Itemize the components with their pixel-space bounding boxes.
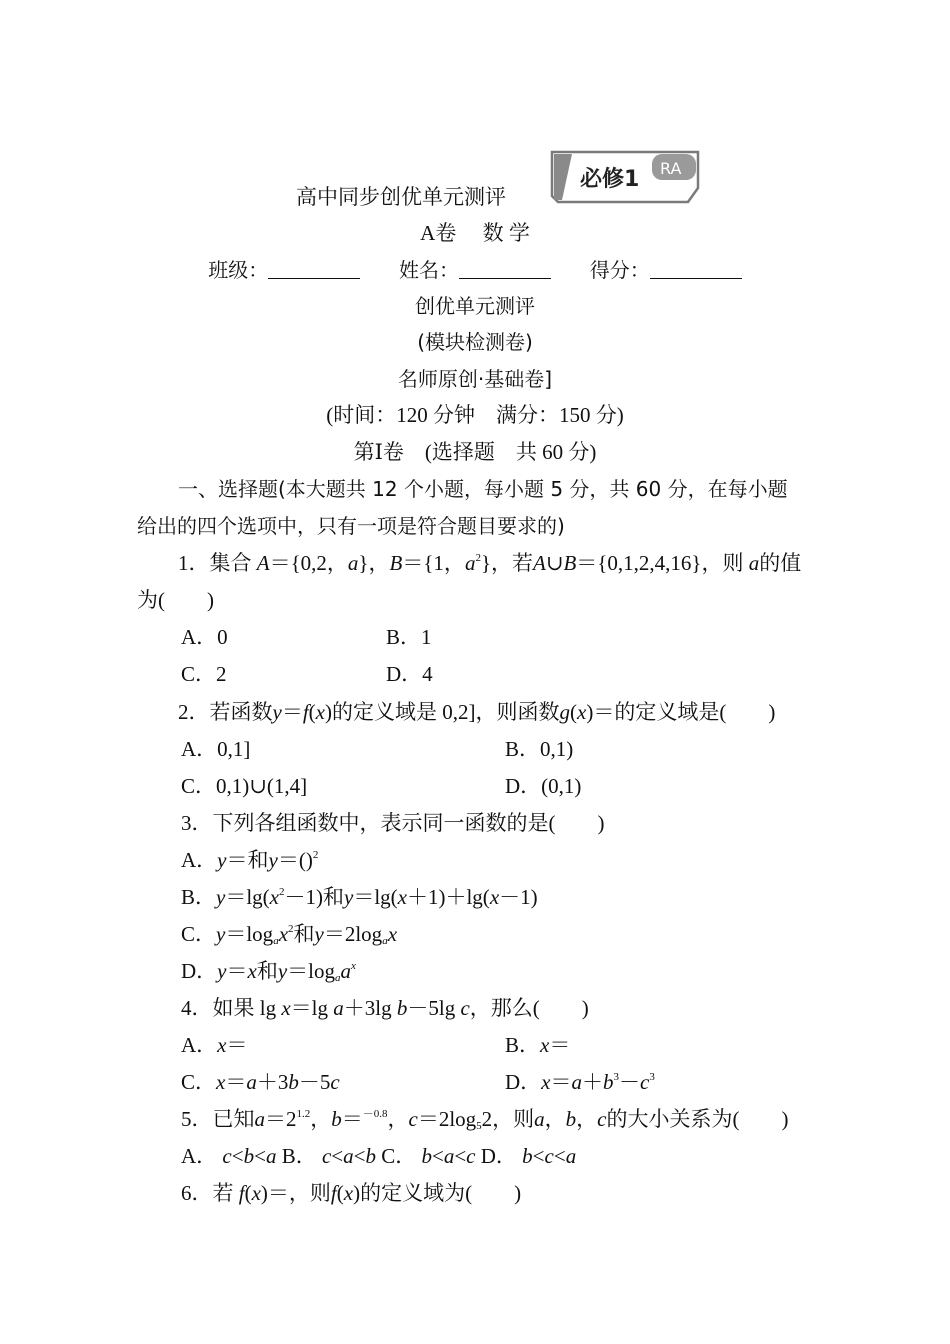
score-label: 得分：	[589, 258, 650, 282]
q2-stem: 2．若函数y＝f(x)的定义域是 0,2]，则函数g(x)＝的定义域是( )	[178, 700, 776, 724]
q2-option-d[interactable]: D．(0,1)	[505, 774, 582, 798]
q1-option-a[interactable]: A．0	[181, 625, 228, 649]
q4-option-d[interactable]: D．$x=a+b^3-c^3$	[505, 1070, 655, 1094]
part-one-title: 第Ⅰ卷 (选择题 共 60 分)	[353, 440, 597, 464]
q5-option-d[interactable]: D． b<c<a	[480, 1144, 577, 1168]
title-3: 名师原创·基础卷]	[397, 367, 553, 391]
q3-stem: 3．下列各组函数中，表示同一函数的是( )	[181, 811, 605, 835]
title-2: (模块检测卷)	[417, 330, 533, 354]
q1-stem-line2: 为( )	[137, 588, 214, 612]
paper-subject: A卷 数 学	[420, 221, 530, 245]
name-blank[interactable]	[459, 258, 551, 279]
q4-option-a[interactable]: A．x＝	[181, 1033, 248, 1057]
q1-stem: 1．集合 A＝{0,2，a}，B＝{1，$a^2$}，若A∪B＝{0,1,2,4,16}，则 a的值	[178, 551, 802, 575]
name-label: 姓名：	[399, 258, 459, 282]
q4-stem: 4．如果 lg x＝lg a＋3lg b－5lg c，那么( )	[181, 996, 589, 1020]
title-1: 创优单元测评	[415, 294, 535, 318]
q1-option-d[interactable]: D．4	[386, 662, 433, 686]
score-blank[interactable]	[650, 258, 742, 279]
module-badge	[548, 148, 706, 206]
q4-option-c[interactable]: C．x＝a＋3b－5c	[181, 1070, 340, 1094]
q1-option-b[interactable]: B．1	[386, 625, 432, 649]
student-info-row	[0, 255, 950, 285]
badge-tag-text: RA	[660, 159, 682, 178]
q5-option-b[interactable]: B． c<a<b	[281, 1144, 376, 1168]
q3-option-a[interactable]: A．y＝和y＝()$^2$	[181, 848, 319, 872]
q3-option-c[interactable]: C．$y=\log_ax^2$和$y=2\log_ax$	[181, 922, 398, 947]
q3-option-d[interactable]: D．y＝x和$y=\log_aa^x$	[181, 959, 356, 984]
q2-option-a[interactable]: A．0,1]	[181, 737, 251, 761]
q1-option-c[interactable]: C．2	[181, 662, 227, 686]
series-title: 高中同步创优单元测评	[296, 185, 506, 209]
q5-option-c[interactable]: C． b<a<c	[381, 1144, 476, 1168]
class-blank[interactable]	[268, 258, 360, 279]
badge-main-text: 必修1	[580, 167, 640, 192]
section-heading-line1: 一、选择题(本大题共 12 个小题，每小题 5 分，共 60 分，在每小题	[178, 477, 788, 501]
q2-option-b[interactable]: B．0,1)	[505, 737, 574, 761]
q6-stem: 6．若 f(x)＝，则f(x)的定义域为( )	[181, 1181, 522, 1205]
section-heading-line2: 给出的四个选项中，只有一项是符合题目要求的)	[137, 514, 565, 538]
time-score: (时间：120 分钟 满分：150 分)	[326, 403, 624, 427]
q4-option-b[interactable]: B．x＝	[505, 1033, 571, 1057]
q5-option-a[interactable]: A． c<b<a	[181, 1144, 277, 1168]
q5-options	[181, 1141, 576, 1171]
class-label: 班级：	[208, 258, 269, 282]
q2-option-c[interactable]: C．0,1)∪(1,4]	[181, 774, 308, 798]
q3-option-b[interactable]: B．$y=\lg(x^2-1)$和y＝lg(x＋1)＋lg(x－1)	[181, 885, 538, 909]
q5-stem: 5．已知$a=2^{1.2}$，b＝$^{-0.8}$，$c=2\log_52$，则a，b，c的大小关系为( )	[181, 1107, 789, 1132]
